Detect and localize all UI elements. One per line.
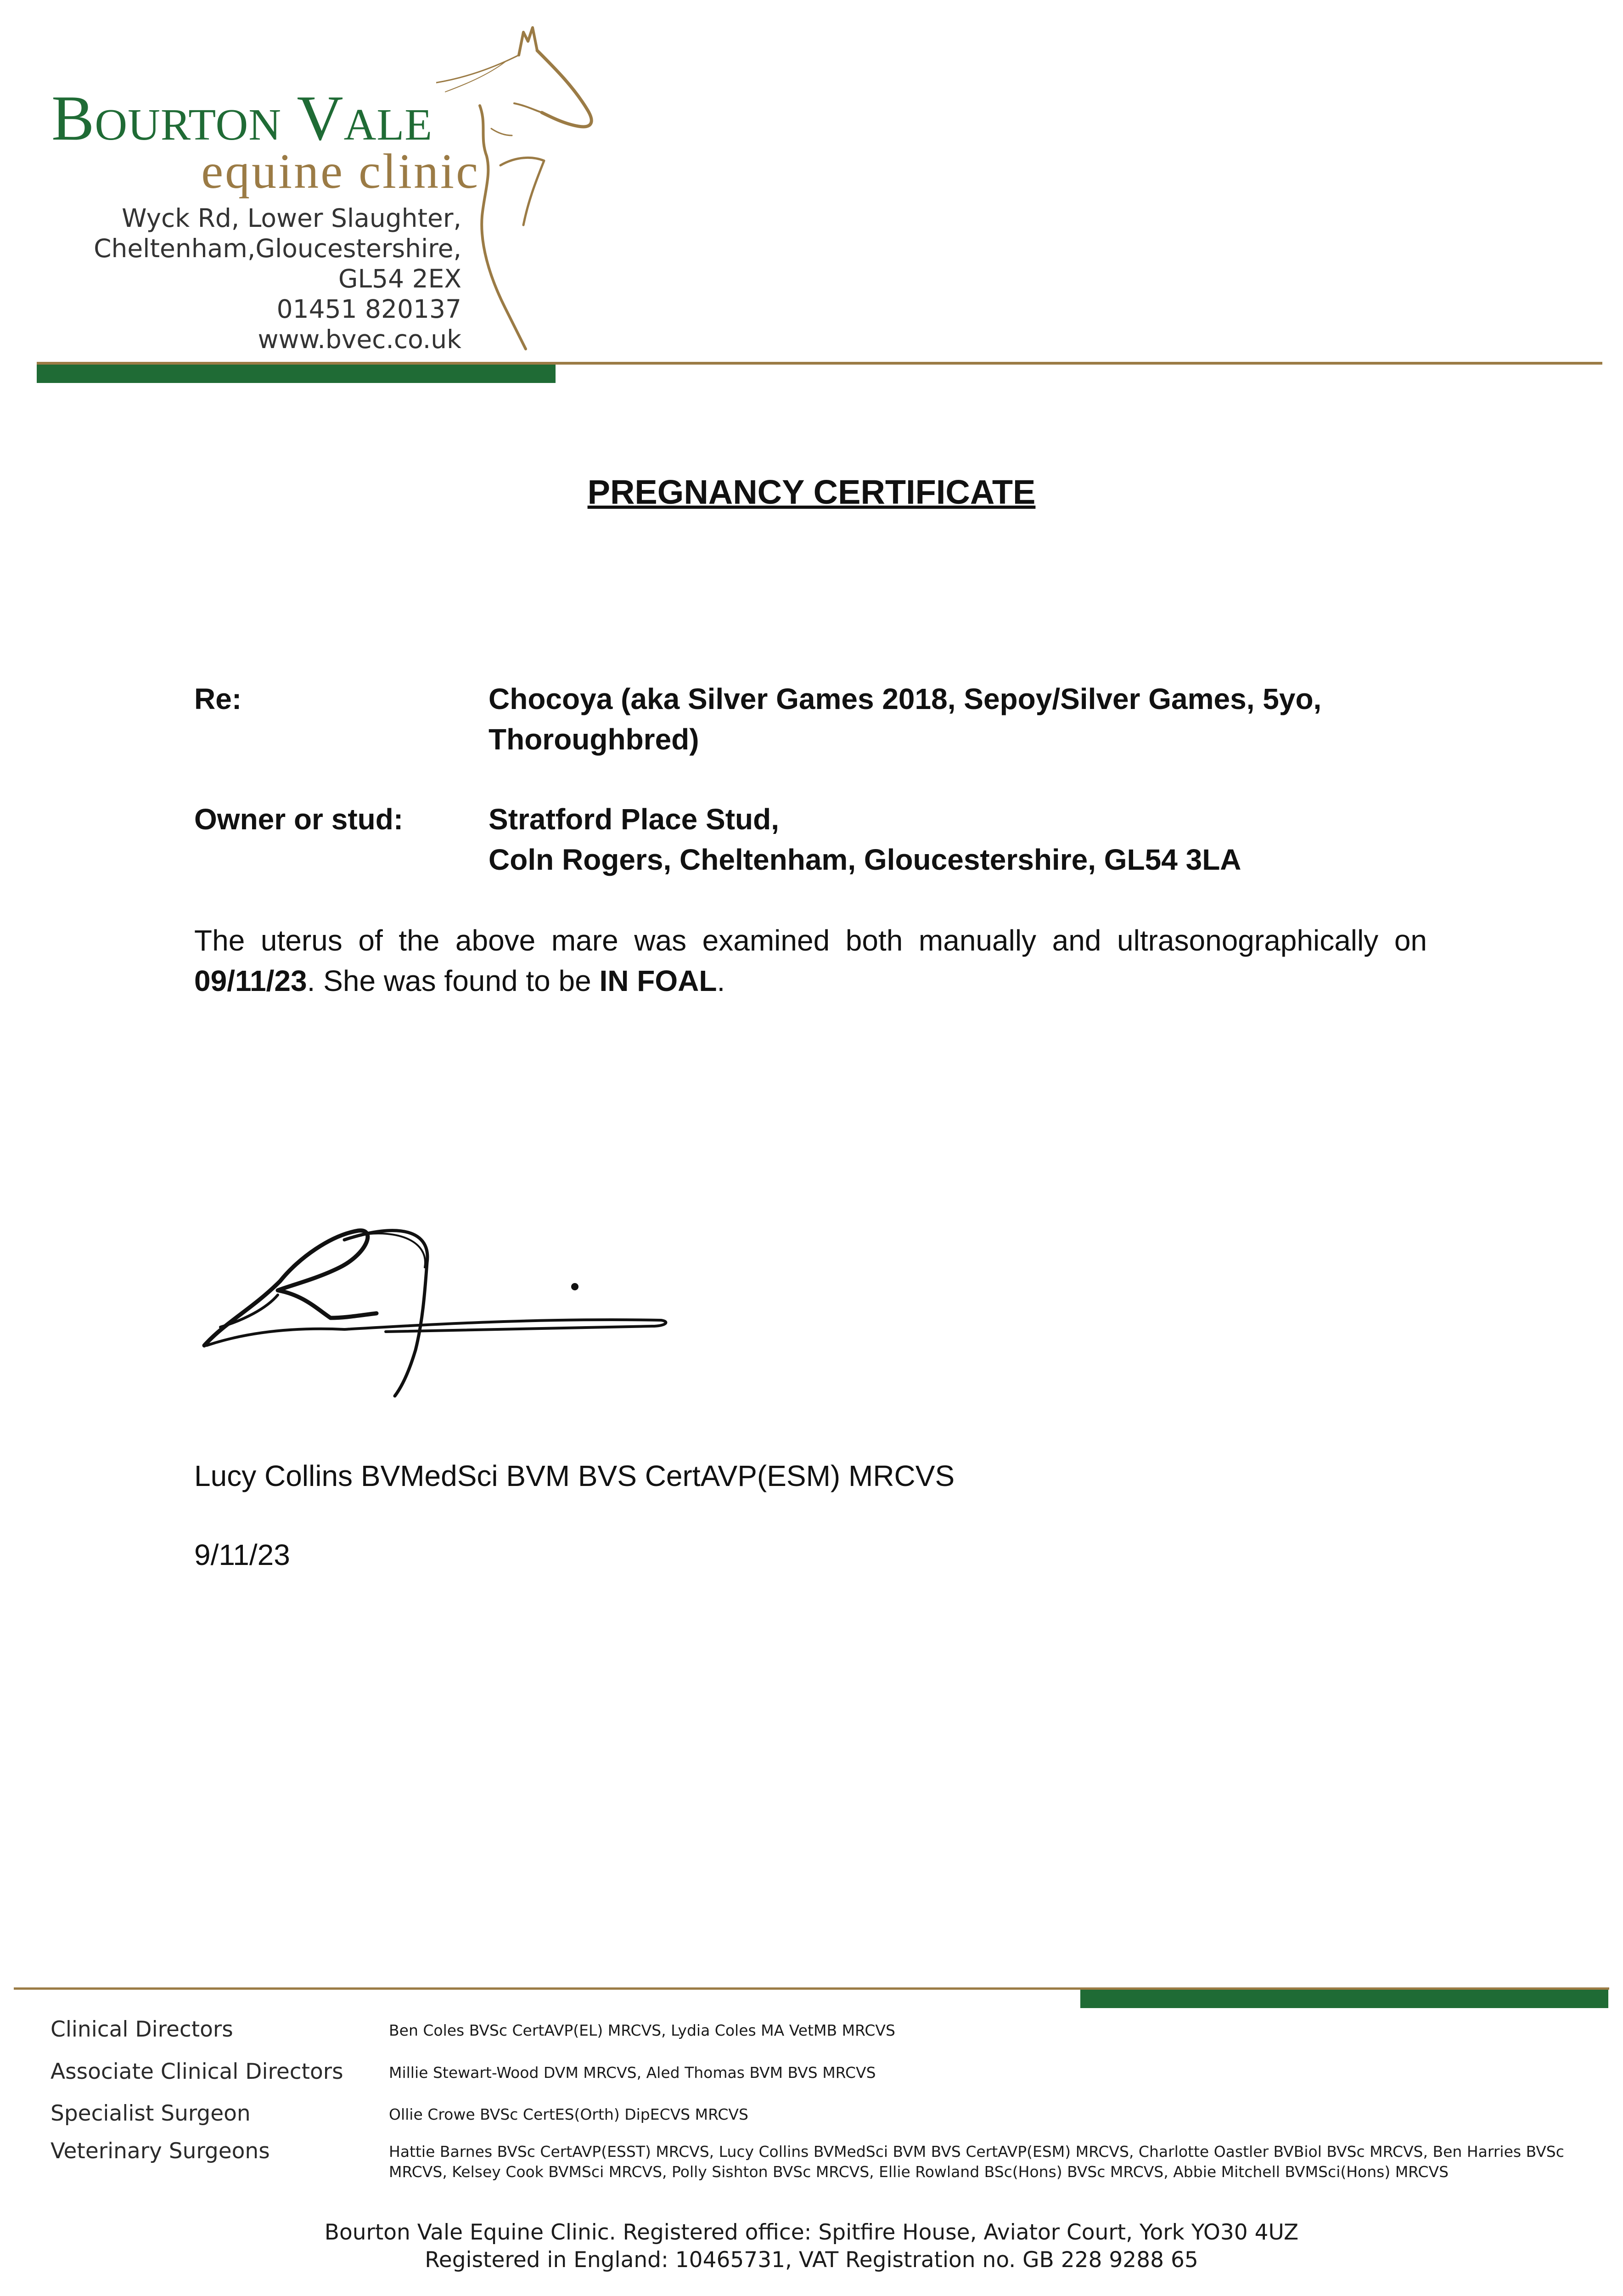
signature-date: 9/11/23 [194,1538,290,1571]
company-registration: Registered in England: 10465731, VAT Registration no. GB 228 9288 65 [425,2247,1198,2273]
owner-value [489,799,1430,880]
footer-divider-green [1080,1990,1608,2008]
staff-role-label: Clinical Directors [51,2017,233,2042]
horse-head-logo-icon [436,18,606,354]
exam-text: . She was found to be [307,964,591,997]
handwritten-signature [193,1203,744,1410]
staff-names: Hattie Barnes BVSc CertAVP(ESST) MRCVS, Lucy Collins BVMedSci BVM BVS CertAVP(ESM) MRCVS, Charlotte Oastler BVBiol BVSc MRCVS, Ben Harries BVSc MRCVS, Kelsey Cook BVMSci MRCVS, Polly Sishton BVSc MRCVS, Ellie Rowland BSc(Hons) BVSc MRCVS, Abbie Mitchell BVMSci(Hons) MRCVS [389,2143,1564,2181]
clinic-address [94,203,461,355]
re-value-line: Chocoya (aka Silver Games 2018, Sepoy/Silver Games, 5yo, [489,682,1322,715]
staff-role-label: Specialist Surgeon [51,2101,251,2126]
staff-names: Ollie Crowe BVSc CertES(Orth) DipECVS MRCVS [389,2105,748,2123]
staff-names: Ben Coles BVSc CertAVP(EL) MRCVS, Lydia Coles MA VetMB MRCVS [389,2021,895,2039]
exam-date: 09/11/23 [194,964,307,997]
address-postcode: GL54 2EX [338,264,461,293]
address-line: Cheltenham,Gloucestershire, [94,234,461,263]
signatory-name: Lucy Collins BVMedSci BVM BVS CertAVP(ESM) MRCVS [194,1459,955,1492]
staff-names: Millie Stewart-Wood DVM MRCVS, Aled Thomas BVM BVS MRCVS [389,2064,876,2082]
registered-office: Bourton Vale Equine Clinic. Registered office: Spitfire House, Aviator Court, York YO30 4UZ [324,2220,1299,2245]
re-value [489,679,1430,760]
certificate-title: PREGNANCY CERTIFICATE [587,473,1036,511]
owner-label: Owner or stud: [194,803,404,836]
re-label: Re: [194,682,242,715]
exam-result: IN FOAL [599,964,717,997]
clinic-name: Bourton Vale [51,83,433,154]
staff-role-label: Associate Clinical Directors [51,2059,343,2084]
clinic-tagline: equine clinic [201,144,480,199]
exam-text: . [717,964,725,997]
address-phone: 01451 820137 [276,294,461,324]
owner-value-line: Stratford Place Stud, [489,803,779,836]
address-line: Wyck Rd, Lower Slaughter, [122,203,461,233]
exam-statement [194,920,1427,1001]
exam-text: The uterus of the above mare was examined both manually and ultrasonographically on [194,924,1427,957]
re-value-line: Thoroughbred) [489,723,699,756]
header-divider-green [37,365,556,383]
staff-role-label: Veterinary Surgeons [51,2138,270,2164]
owner-value-line: Coln Rogers, Cheltenham, Gloucestershire, GL54 3LA [489,843,1241,876]
address-website: www.bvec.co.uk [258,325,461,354]
